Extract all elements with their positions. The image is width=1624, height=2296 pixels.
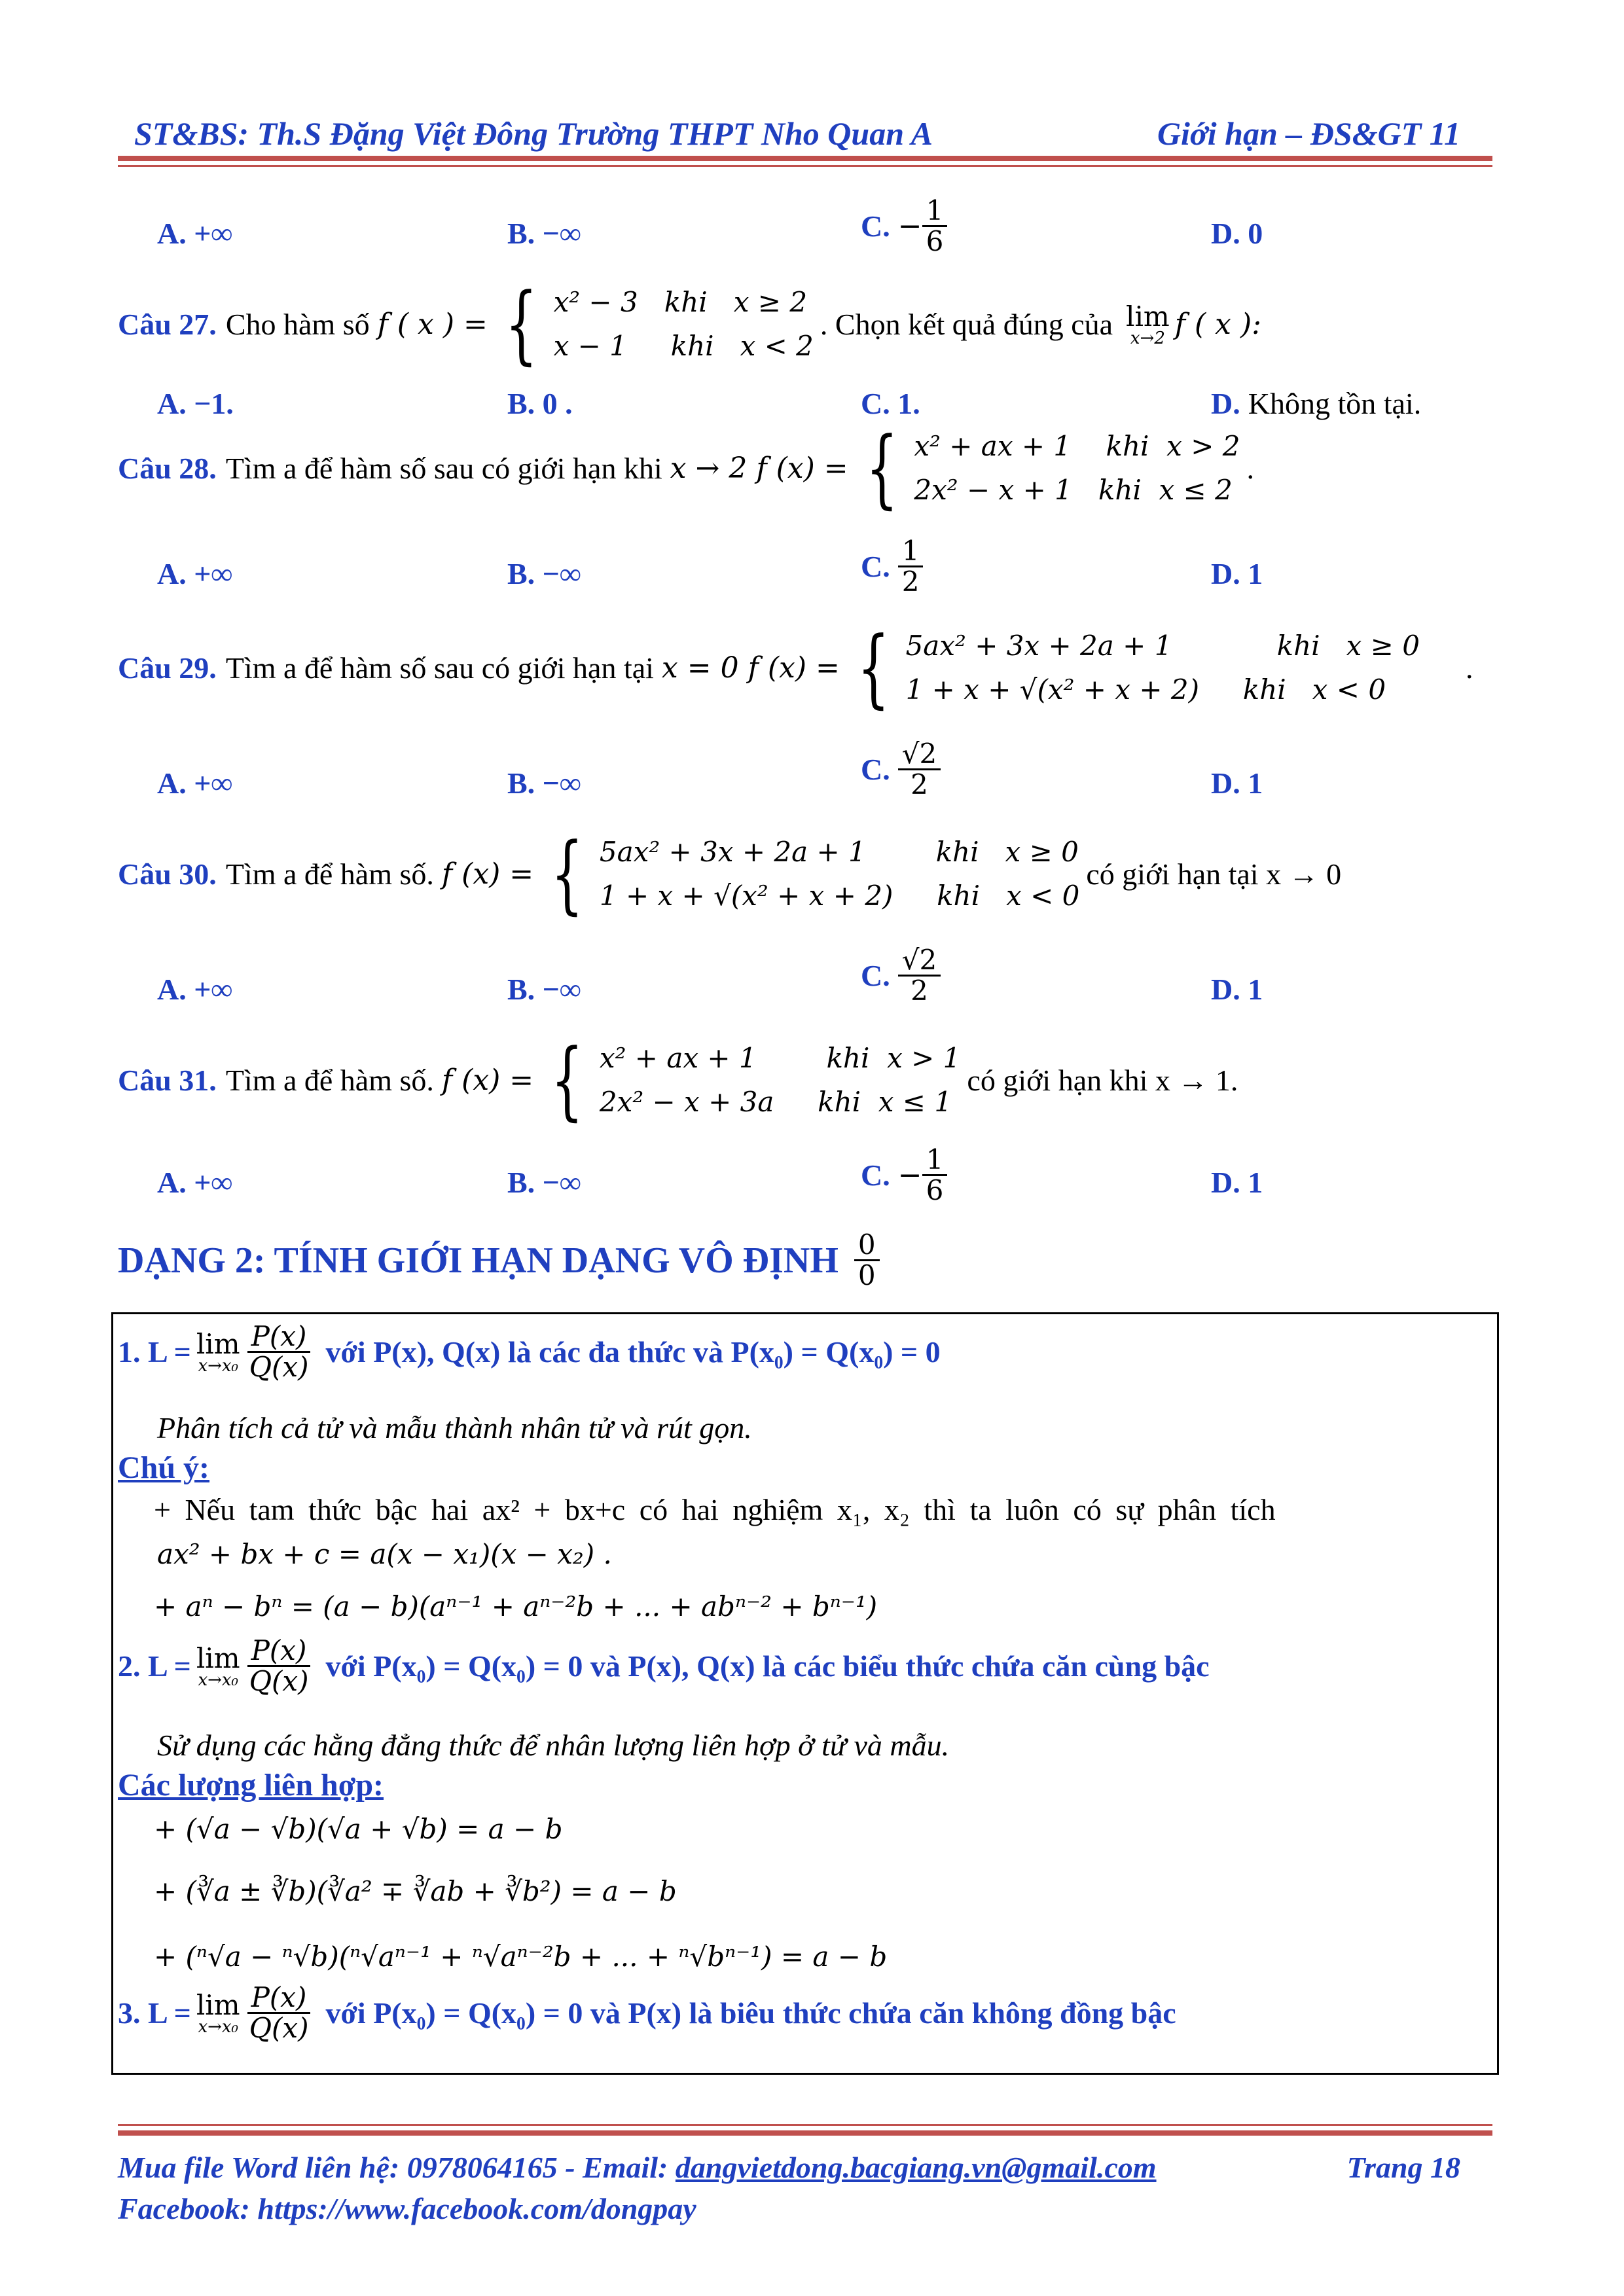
q29-answer-c: C. $\frac{√2}{2}$ (861, 740, 941, 799)
fraction: $\frac{P(x)}{Q(x)}$ (245, 1322, 313, 1382)
footer-page-number: Trang 18 (1346, 2151, 1460, 2184)
section-title: DẠNG 2: TÍNH GIỚI HẠN DẠNG VÔ ĐỊNH $\frac{0}{0}$ (118, 1230, 880, 1290)
q26-answer-a: A. +∞ (157, 217, 233, 250)
q28-answer-c: C. $\frac{1}{2}$ (861, 537, 923, 596)
footer-facebook[interactable]: Facebook: https://www.facebook.com/dongpay (118, 2192, 696, 2225)
question-30: Câu 30. Tìm a để hàm số. f (x) = { 5ax² + 3x + 2a + 1 khi x ≥ 0 1 + x + √(x² + x + 2) khi x < 0 có giới hạn tại x → 0 (118, 824, 1342, 924)
footer-email-link[interactable]: dangvietdong.bacgiang.vn@gmail.com (675, 2151, 1157, 2184)
q28-answer-a: A. +∞ (157, 557, 233, 590)
fraction: $\frac{1}{2}$ (898, 537, 924, 596)
footer-contact: Mua file Word liên hệ: 0978064165 - Email: dangvietdong.bacgiang.vn@gmail.com (118, 2151, 1157, 2184)
fraction: $\frac{P(x)}{Q(x)}$ (245, 1636, 313, 1696)
q31-answer-c: C. − $\frac{1}{6}$ (861, 1145, 947, 1205)
q31-answer-b: B. −∞ (507, 1166, 581, 1199)
rule-2: 2. L = lim x→x₀ $\frac{P(x)}{Q(x)}$ với P(x₀) = Q(x₀) = 0 và P(x), Q(x) là các biểu thức chứa căn cùng bậc (118, 1634, 1210, 1698)
question-28: Câu 28. Tìm a để hàm số sau có giới hạn khi x → 2 f (x) = { x² + ax + 1 khi x > 2 2x² − x + 1 khi x ≤ 2 . (118, 418, 1254, 518)
section-fraction: $\frac{0}{0}$ (854, 1230, 880, 1290)
note-2: + aⁿ − bⁿ = (a − b)(aⁿ⁻¹ + aⁿ⁻²b + ... + abⁿ⁻² + bⁿ⁻¹) (154, 1590, 878, 1623)
q30-answer-c: C. $\frac{√2}{2}$ (861, 946, 941, 1005)
q28-answer-d: D. 1 (1211, 557, 1263, 590)
fraction: $\frac{√2}{2}$ (898, 946, 941, 1005)
q29-answer-d: D. 1 (1211, 766, 1263, 800)
header-rule (118, 156, 1492, 161)
note-heading: Chú ý: (118, 1450, 210, 1485)
question-29: Câu 29. Tìm a để hàm số sau có giới hạn tại x = 0 f (x) = { 5ax² + 3x + 2a + 1 khi x ≥ 0 1 + x + √(x² + x + 2) khi x < 0 . (118, 618, 1473, 717)
rule-1: 1. L = lim x→x₀ $\frac{P(x)}{Q(x)}$ với P(x), Q(x) là các đa thức và P(x₀) = Q(x₀) = 0 (118, 1320, 941, 1384)
q28-answer-b: B. −∞ (507, 557, 581, 590)
q30-answer-b: B. −∞ (507, 973, 581, 1006)
fraction: $\frac{√2}{2}$ (898, 740, 941, 799)
q26-answer-c: C. − $\frac{1}{6}$ (861, 196, 947, 256)
conjugate-3: + (ⁿ√a − ⁿ√b)(ⁿ√aⁿ⁻¹ + ⁿ√aⁿ⁻²b + ... + ⁿ√bⁿ⁻¹) = a − b (154, 1941, 888, 1973)
conjugate-1: + (√a − √b)(√a + √b) = a − b (154, 1813, 563, 1845)
q27-answer-c: C. 1. (861, 387, 920, 420)
rule-2-note: Sử dụng các hằng đẳng thức để nhân lượng liên hợp ở tử và mẫu. (157, 1729, 950, 1762)
q26-answer-b: B. −∞ (507, 217, 581, 250)
rule-3: 3. L = lim x→x₀ $\frac{P(x)}{Q(x)}$ với P(x₀) = Q(x₀) = 0 và P(x) là biêu thức chứa căn không đồng bậc (118, 1981, 1176, 2045)
footer-rule (118, 2130, 1492, 2136)
fraction: $\frac{1}{6}$ (922, 1145, 948, 1205)
q31-answer-a: A. +∞ (157, 1166, 233, 1199)
question-27: Câu 27. Cho hàm số f ( x ) = { x² − 3 khi x ≥ 2 x − 1 khi x < 2 . Chọn kết quả đúng của lim x→2 f ( x ): (118, 274, 1261, 374)
rule-1-note: Phân tích cả tử và mẫu thành nhân tử và rút gọn. (157, 1411, 752, 1444)
q30-answer-a: A. +∞ (157, 973, 233, 1006)
conjugates-heading: Các lượng liên hợp: (118, 1768, 384, 1803)
fraction: $\frac{1}{6}$ (922, 196, 948, 256)
q31-answer-d: D. 1 (1211, 1166, 1263, 1199)
fraction: $\frac{P(x)}{Q(x)}$ (245, 1983, 313, 2043)
q27-answer-d: D. Không tồn tại. (1211, 387, 1422, 420)
q27-answer-a: A. −1. (157, 387, 234, 420)
q29-answer-b: B. −∞ (507, 766, 581, 800)
header-chapter: Giới hạn – ĐS&GT 11 (1157, 115, 1460, 152)
footer-rule-thin (118, 2124, 1492, 2126)
note-1: + Nếu tam thức bậc hai ax² + bx+c có hai nghiệm x₁, x₂ thì ta luôn có sự phân tích (154, 1493, 1276, 1526)
q30-answer-d: D. 1 (1211, 973, 1263, 1006)
conjugate-2: + (∛a ± ∛b)(∛a² ∓ ∛ab + ∛b²) = a − b (154, 1875, 677, 1907)
note-1-formula: ax² + bx + c = a(x − x₁)(x − x₂) . (157, 1538, 612, 1570)
q27-answer-b: B. 0 . (507, 387, 573, 420)
header-rule-thin (118, 165, 1492, 167)
q29-answer-a: A. +∞ (157, 766, 233, 800)
q26-answer-d: D. 0 (1211, 217, 1263, 250)
question-31: Câu 31. Tìm a để hàm số. f (x) = { x² + ax + 1 khi x > 1 2x² − x + 3a khi x ≤ 1 có giới hạn khi x → 1. (118, 1030, 1238, 1130)
header-title: ST&BS: Th.S Đặng Việt Đông Trường THPT Nho Quan A (134, 115, 933, 152)
